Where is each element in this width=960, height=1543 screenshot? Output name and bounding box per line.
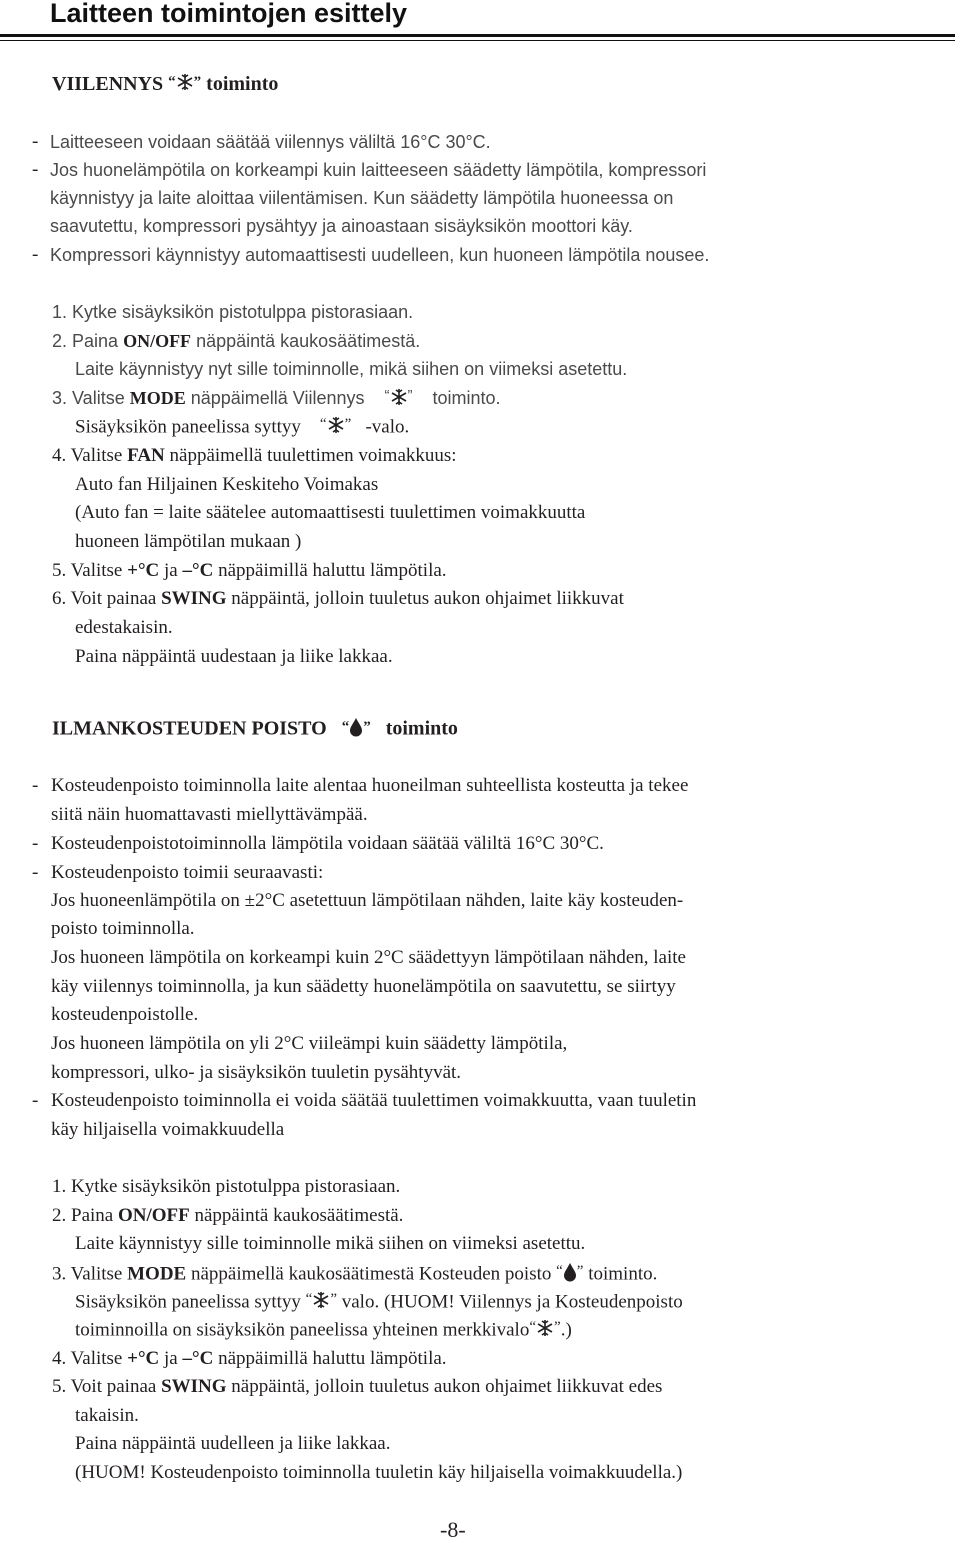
snowflake-icon [327,416,345,440]
cooling-step-6: 6. Voit painaa SWING näppäintä, jolloin tuuletus aukon ohjaimet liikkuvat [52,588,624,609]
dehum-step-5-c: Paina näppäintä uudelleen ja liike lakkaa. [75,1433,391,1454]
dehum-line-13: käy hiljaisella voimakkuudella [51,1119,285,1140]
dehum-line-4: Kosteudenpoisto toimii seuraavasti: [51,862,324,883]
snowflake-icon [176,73,194,97]
dehum-line-8: käy viilennys toiminnolla, ja kun säädetty huonelämpötila on saavutettu, se siirtyy [51,976,676,997]
water-drop-icon [349,717,363,743]
dehum-step-5: 5. Voit painaa SWING näppäintä, jolloin tuuletus aukon ohjaimet liikkuvat edes [52,1376,663,1397]
cooling-bullet-2: Jos huonelämpötila on korkeampi kuin laitteeseen säädetty lämpötila, kompressori [50,160,707,180]
dehum-step-1: 1. Kytke sisäyksikön pistotulppa pistorasiaan. [52,1176,401,1197]
cooling-bullet-2c: saavutettu, kompressori pysähtyy ja ainoastaan sisäyksikön moottori käy. [50,216,633,236]
dehum-line-7: Jos huoneen lämpötila on korkeampi kuin 2°C säädettyyn lämpötilaan nähden, laite [51,947,686,968]
dehum-step-3-note-1: Sisäyksikön paneelissa syttyy “ ” valo. (HUOM! Viilennys ja Kosteudenpoisto [75,1291,683,1315]
snowflake-icon [390,388,408,411]
dehum-line-1: Kosteudenpoisto toiminnolla laite alentaa huoneilman suhteellista kosteutta ja tekee [51,775,689,796]
dehum-line-11: kompressori, ulko- ja sisäyksikön tuuletin pysähtyvät. [51,1062,462,1083]
cooling-step-5: 5. Valitse +°C ja –°C näppäimillä haluttu lämpötila. [52,560,447,581]
cooling-step-3-note: Sisäyksikön paneelissa syttyy “ ” -valo. [75,416,409,440]
snowflake-icon [536,1319,554,1343]
dehum-step-3-note-2: toiminnoilla on sisäyksikön paneelissa yhteinen merkkivalo“ ”.) [75,1319,572,1343]
dehum-line-2: siitä näin huomattavasti miellyttävämpää. [51,804,368,825]
dehum-step-2: 2. Paina ON/OFF näppäintä kaukosäätimestä. [52,1205,404,1226]
cooling-bullet-2b: käynnistyy ja laite aloittaa viilentämisen. Kun säädetty lämpötila huoneessa on [50,188,674,208]
fan-auto-note: (Auto fan = laite säätelee automaattisesti tuulettimen voimakkuutta [75,502,586,523]
cooling-step-6-c: Paina näppäintä uudestaan ja liike lakkaa. [75,646,393,667]
page-title: Laitteen toimintojen esittely [50,0,408,28]
dehum-step-3: 3. Valitse MODE näppäimellä kaukosäätimestä Kosteuden poisto “ ” toiminto. [52,1262,657,1288]
cooling-step-1: 1. Kytke sisäyksikön pistotulppa pistorasiaan. [52,302,414,322]
dehum-heading: ILMANKOSTEUDEN POISTO “ ” toiminto [52,717,458,743]
fan-speed-options: Auto fan Hiljainen Keskiteho Voimakas [75,474,379,495]
dehum-line-9: kosteudenpoistolle. [51,1004,199,1025]
cooling-heading: VIILENNYS “ ” toiminto [52,73,278,97]
dehum-step-4: 4. Valitse +°C ja –°C näppäimillä haluttu lämpötila. [52,1348,447,1369]
cooling-step-3: 3. Valitse MODE näppäimellä Viilennys “ ” toiminto. [52,387,501,411]
cooling-step-6-b: edestakaisin. [75,617,173,638]
dehum-step-5-b: takaisin. [75,1405,139,1426]
cooling-step-2-note: Laite käynnistyy nyt sille toiminnolle, mikä siihen on viimeksi asetettu. [75,359,628,379]
dehum-step-5-d: (HUOM! Kosteudenpoisto toiminnolla tuuletin käy hiljaisella voimakkuudella.) [75,1462,683,1483]
dehum-line-5: Jos huoneenlämpötila on ±2°C asetettuun lämpötilaan nähden, laite käy kosteuden- [51,890,684,911]
cooling-bullet-3: Kompressori käynnistyy automaattisesti uudelleen, kun huoneen lämpötila nousee. [50,245,710,265]
manual-page: Laitteen toimintojen esittely VIILENNYS “ ” toiminto - Laitteeseen voidaan säätää viilennys väliltä 16°C 30°C. - Jos huonelämpötila on korkeampi kuin laitteeseen säädetty lämpötila, kompressori käynnistyy ja laite aloittaa viilentämisen. Kun säädetty lämpötila huoneessa on saavutettu, kompressori pysähtyy ja ainoastaan sisäyksikön moottori käy. - Kompressori käynnistyy automaattisesti uudelleen, kun huoneen lämpötila nousee. 1. Kytke sisäyksikön pistotulppa pistorasiaan. 2. Paina ON/OFF näppäintä kaukosäätimestä. Laite käynnistyy nyt sille toiminnolle, mikä siihen on viimeksi asetettu. 3. Valitse MODE näppäimellä Viilennys “ ” toiminto. Sisäyksikön paneelissa syttyy “ ” -valo. 4. Valitse FAN näppäimellä tuulettimen voimakkuus: Auto fan Hiljainen Keskiteho Voimakas (Auto fan = laite säätelee automaattisesti tuulettimen voimakkuutta huoneen lämpötilan mukaan ) 5. Valitse +°C ja –°C näppäimillä haluttu lämpötila. 6. Voit painaa SWING näppäintä, jolloin tuuletus aukon ohjaimet liikkuvat edestakaisin. Paina näppäintä uudestaan ja liike lakkaa. ILMANKOSTEUDEN POISTO “ ” toiminto - Kosteudenpoisto toiminnolla laite alentaa huoneilman suhteellista kosteutta ja tekee siitä näin huomattavasti miellyttävämpää. - Kosteudenpoistotoiminnolla lämpötila voidaan säätää väliltä 16°C 30°C. - Kosteudenpoisto toimii seuraavasti: Jos huoneenlämpötila on ±2°C asetettuun lämpötilaan nähden, laite käy kosteuden- poisto toiminnolla. Jos huoneen lämpötila on korkeampi kuin 2°C säädettyyn lämpötilaan nähden, laite käy viilennys toiminnolla, ja kun säädetty huonelämpötila on saavutettu, se siirtyy kosteudenpoistolle. Jos huoneen lämpötila on yli 2°C viileämpi kuin säädetty lämpötila, kompressori, ulko- ja sisäyksikön tuuletin pysähtyvät. - Kosteudenpoisto toiminnolla ei voida säätää tuulettimen voimakkuutta, vaan tuuletin käy hiljaisella voimakkuudella 1. Kytke sisäyksikön pistotulppa pistorasiaan. 2. Paina ON/OFF näppäintä kaukosäätimestä. Laite käynnistyy sille toiminnolle mikä siihen on viimeksi asetettu. 3. Valitse MODE näppäimellä kaukosäätimestä Kosteuden poisto “ ” toiminto. Sisäyksikön paneelissa syttyy “ ” valo. (HUOM! Viilennys ja Kosteudenpoisto toiminnoilla on sisäyksikön paneelissa yhteinen merkkivalo“ ”.) 4. Valitse +°C ja –°C näppäimillä haluttu lämpötila. 5. Voit painaa SWING näppäintä, jolloin tuuletus aukon ohjaimet liikkuvat edes takaisin. Paina näppäintä uudelleen ja liike lakkaa. (HUOM! Kosteudenpoisto toiminnolla tuuletin käy hiljaisella voimakkuudella.) -8- [0,0,960,1543]
dehum-step-2-note: Laite käynnistyy sille toiminnolle mikä siihen on viimeksi asetettu. [75,1233,586,1254]
title-rule-thin [0,40,955,41]
page-number: -8- [440,1517,466,1542]
dehum-line-12: Kosteudenpoisto toiminnolla ei voida säätää tuulettimen voimakkuutta, vaan tuuletin [51,1090,697,1111]
cooling-step-2: 2. Paina ON/OFF näppäintä kaukosäätimestä. [52,331,421,351]
fan-auto-note-2: huoneen lämpötilan mukaan ) [75,531,302,552]
dehum-line-6: poisto toiminnolla. [51,918,195,939]
dehum-line-3: Kosteudenpoistotoiminnolla lämpötila voidaan säätää väliltä 16°C 30°C. [51,833,604,854]
cooling-step-4: 4. Valitse FAN näppäimellä tuulettimen voimakkuus: [52,445,457,466]
water-drop-icon [563,1262,577,1288]
title-rule-thick [0,34,955,37]
cooling-bullet-1: Laitteeseen voidaan säätää viilennys väliltä 16°C 30°C. [50,132,491,152]
snowflake-icon [312,1291,330,1315]
dehum-line-10: Jos huoneen lämpötila on yli 2°C viileämpi kuin säädetty lämpötila, [51,1033,568,1054]
